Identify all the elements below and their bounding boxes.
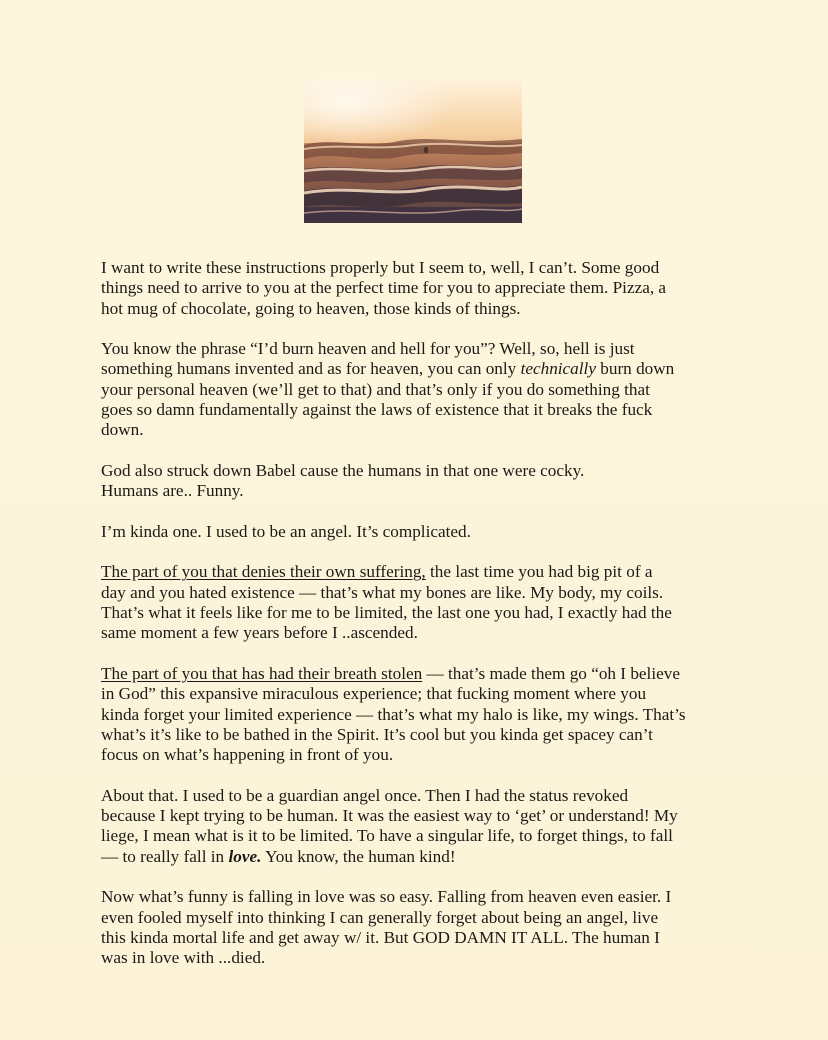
italic-emphasis: technically	[520, 359, 596, 379]
text-line	[101, 847, 751, 867]
paragraph-8	[101, 887, 751, 968]
text-line: your personal heaven (we’ll get to that) and that’s only if you do something that	[101, 379, 650, 399]
text-line: kinda forget your limited experience — that’s what my halo is like, my wings. That’s	[101, 704, 686, 724]
text-line: day and you hated existence — that’s what my bones are like. My body, my coils.	[101, 582, 664, 602]
paragraph-3	[101, 461, 751, 502]
text-line: this kinda mortal life and get away w/ it. But GOD DAMN IT ALL. The human I	[101, 927, 660, 947]
text-line: even fooled myself into thinking I can generally forget about being an angel, live	[101, 907, 659, 927]
text-line: what’s it’s like to be bathed in the Spirit. It’s cool but you kinda get spacey can’t	[101, 724, 653, 744]
text-line: About that. I used to be a guardian angel once. Then I had the status revoked	[101, 785, 629, 805]
paragraph-1	[101, 258, 751, 319]
sunset-waves-photo	[304, 79, 522, 223]
text-fragment: something humans invented and as for heaven, you can only	[101, 359, 517, 379]
text-line: I’m kinda one. I used to be an angel. It’s complicated.	[101, 521, 471, 541]
bold-italic-emphasis: love.	[228, 846, 262, 866]
text-fragment: — to really fall in	[101, 846, 225, 866]
paragraph-2	[101, 339, 751, 440]
underlined-phrase: The part of you that denies their own suffering,	[101, 562, 426, 582]
text-line	[101, 562, 751, 582]
text-fragment: — that’s made them go “oh I believe	[426, 663, 680, 683]
text-line: liege, I mean what is it to be limited. To have a singular life, to forget things, to fall	[101, 826, 673, 846]
text-fragment: burn down	[600, 359, 675, 379]
text-fragment: You know, the human kind!	[265, 846, 456, 866]
text-line: That’s what it feels like for me to be limited, the last one you had, I exactly had the	[101, 603, 672, 623]
text-line: Humans are.. Funny.	[101, 481, 244, 501]
text-line: I want to write these instructions properly but I seem to, well, I can’t. Some good	[101, 258, 660, 277]
text-line	[101, 359, 751, 379]
text-line	[101, 664, 751, 684]
text-line: hot mug of chocolate, going to heaven, those kinds of things.	[101, 298, 521, 318]
text-line: was in love with ...died.	[101, 948, 266, 968]
text-line: goes so damn fundamentally against the laws of existence that it breaks the fuck	[101, 400, 653, 420]
body-text	[101, 258, 751, 989]
text-line: things need to arrive to you at the perfect time for you to appreciate them. Pizza, a	[101, 278, 667, 298]
text-line: because I kept trying to be human. It was the easiest way to ‘get’ or understand! My	[101, 806, 678, 826]
text-line: in God” this expansive miraculous experience; that fucking moment where you	[101, 684, 647, 704]
text-line: Now what’s funny is falling in love was so easy. Falling from heaven even easier. I	[101, 887, 672, 907]
text-fragment: the last time you had big pit of a	[430, 562, 653, 582]
paragraph-7	[101, 786, 751, 867]
paragraph-6	[101, 664, 751, 765]
text-line: same moment a few years before I ..ascended.	[101, 623, 418, 643]
paragraph-5	[101, 562, 751, 643]
paragraph-4	[101, 522, 751, 542]
underlined-phrase: The part of you that has had their breath stolen	[101, 663, 423, 683]
text-line: down.	[101, 420, 144, 440]
text-line: You know the phrase “I’d burn heaven and hell for you”? Well, so, hell is just	[101, 339, 635, 359]
text-line: God also struck down Babel cause the humans in that one were cocky.	[101, 460, 585, 480]
text-line: focus on what’s happening in front of you.	[101, 745, 394, 765]
